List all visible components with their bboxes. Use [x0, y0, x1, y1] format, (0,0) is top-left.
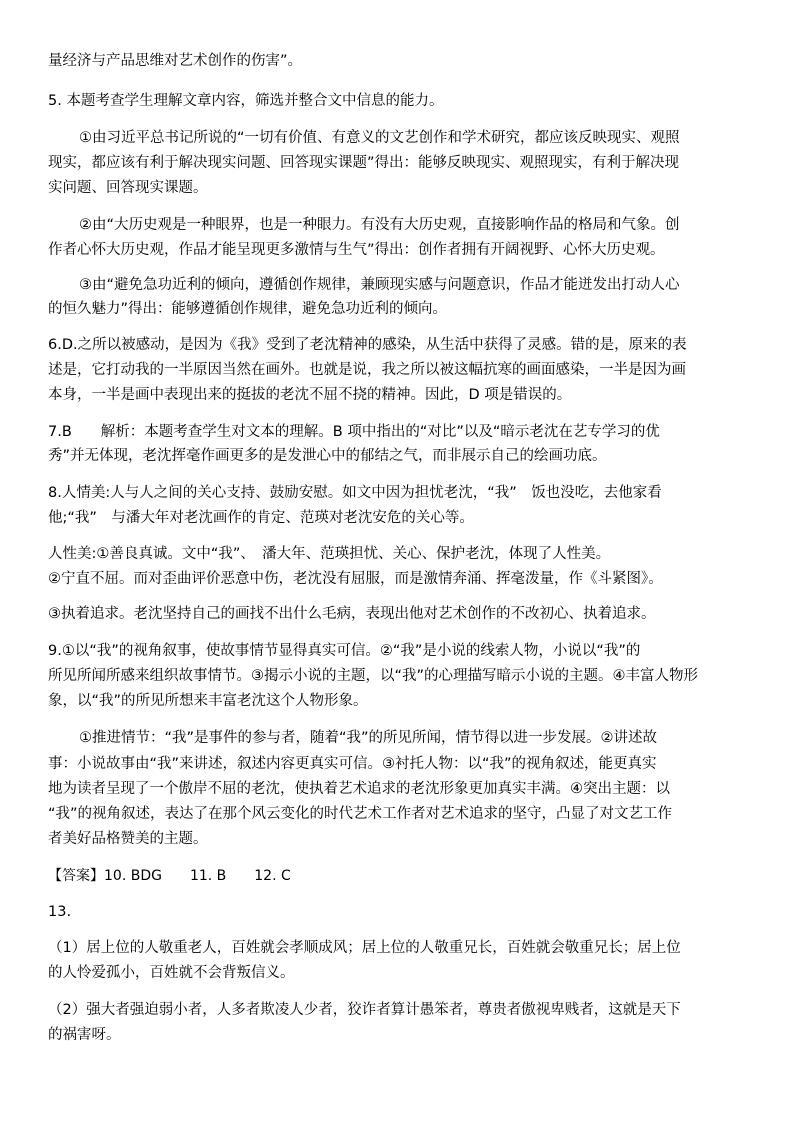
text-line: 6.D.之所以被感动，是因为《我》受到了老沈精神的感染，从生活中获得了灵感。错的是，原来的表 — [48, 337, 687, 353]
text-line: 7.B 解析：本题考查学生对文本的理解。B 项中指出的“对比”以及“暗示老沈在艺专学习的优 — [48, 424, 660, 440]
text-line: ③执着追求。老沈坚持自己的画找不出什么毛病，表现出他对艺术创作的不改初心、执着追求。 — [48, 606, 656, 622]
text-line: 量经济与产品思维对艺术创作的伤害”。 — [48, 53, 303, 69]
text-line: 5. 本题考查学生理解文章内容，筛选并整合文中信息的能力。 — [48, 93, 444, 109]
text-line: ②宁直不屈。而对歪曲评价恶意中伤，老沈没有屈服，而是激情奔涌、挥毫泼量，作《斗紧图》。 — [48, 571, 663, 587]
text-line: 作者心怀大历史观，作品才能呈现更多激情与生气”得出：创作者拥有开阔视野、心怀大历史观。 — [48, 242, 665, 258]
text-line: ②由“大历史观是一种眼界，也是一种眼力。有没有大历史观，直接影响作品的格局和气象。创 — [79, 217, 680, 233]
text-line: 地为读者呈现了一个傲岸不屈的老沈，使执着艺术追求的老沈形象更加真实丰满。④突出主题：以 — [48, 781, 670, 797]
text-line: 实问题、回答现实课题。 — [48, 180, 208, 196]
text-line: “我”的视角叙述，表达了在那个风云变化的时代艺术工作者对艺术追求的坚守，凸显了对文艺工作 — [48, 806, 673, 822]
text-line: 的人怜爱孤小，百姓就不会背叛信义。 — [48, 965, 295, 981]
text-line: 者美好品格赞美的主题。 — [48, 831, 208, 847]
text-line: 述是，它打动我的一半原因当然在画外。也就是说，我之所以被这幅抗寒的画面感染，一半是因为画 — [48, 362, 686, 378]
text-line: 9.①以“我”的视角叙事，使故事情节显得真实可信。②“我”是小说的线索人物，小说以“我”的 — [48, 643, 641, 659]
text-line: 事：小说故事由“我”来讲述，叙述内容更真实可信。③衬托人物：以“我”的视角叙述，能更真实 — [48, 756, 657, 772]
text-line: 本身，一半是画中表现出来的挺拔的老沈不屈不挠的精神。因此，D 项是错误的。 — [48, 387, 572, 403]
text-line: ①由习近平总书记所说的“一切有价值、有意义的文艺创作和学术研究，都应该反映现实、观照 — [79, 130, 680, 146]
text-line: 的恒久魅力”得出：能够遵循创作规律，避免急功近利的倾向。 — [48, 301, 448, 317]
text-line: 秀”并无体现，老沈挥毫作画更多的是发泄心中的郁结之气，而非展示自己的绘画功底。 — [48, 448, 607, 464]
text-line: 所见所闻所感来组织故事情节。③揭示小说的主题，以“我”的心理描写暗示小说的主题。④丰富人物形 — [48, 668, 699, 684]
text-line: ③由“避免急功近利的倾向，遵循创作规律，兼顾现实感与问题意识，作品才能迸发出打动人心 — [79, 277, 680, 293]
text-line: （2）强大者强迫弱小者，人多者欺凌人少者，狡诈者算计愚笨者，尊贵者傲视卑贱者，这就是天下 — [48, 1002, 681, 1018]
text-line: 现实，都应该有利于解决现实问题、回答现实课题”得出：能够反映现实、观照现实，有利于解决现 — [48, 155, 680, 171]
text-line: 他;“我” 与潘大年对老沈画作的肯定、范瑛对老沈安危的关心等。 — [48, 510, 474, 526]
text-line: 的祸害呀。 — [48, 1027, 121, 1043]
answer-line: 【答案】10. BDG 11. B 12. C — [48, 868, 291, 884]
question-number: 13. — [48, 904, 72, 920]
text-line: 象，以“我”的所见所想来丰富老沈这个人物形象。 — [48, 693, 368, 709]
text-line: 8.人情美:人与人之间的关心支持、鼓励安慰。如文中因为担忧老沈，“我” 饭也没吃，去他家看 — [48, 485, 662, 501]
text-line: （1）居上位的人敬重老人，百姓就会孝顺成风；居上位的人敬重兄长，百姓就会敬重兄长；居上位 — [48, 940, 681, 956]
text-line: 人性美:①善良真诚。文中“我”、 潘大年、范瑛担忧、关心、保护老沈，体现了人性美。 — [48, 546, 611, 562]
text-line: ①推进情节：“我”是事件的参与者，随着“我”的所见所闻，情节得以进一步发展。②讲述故 — [79, 730, 658, 746]
